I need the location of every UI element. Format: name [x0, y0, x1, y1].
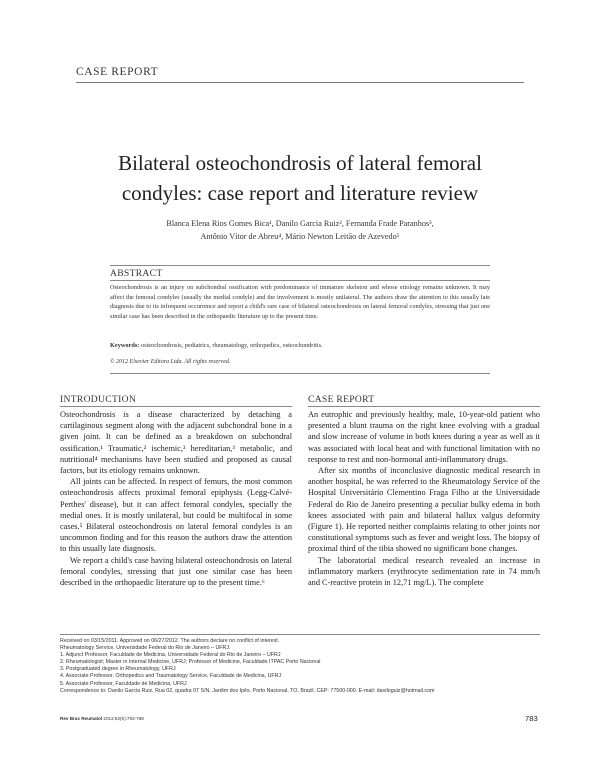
abstract-top-rule	[110, 265, 490, 266]
abstract-heading: ABSTRACT	[110, 268, 163, 279]
section-label: CASE REPORT	[76, 66, 159, 78]
authors-line-1: Blanca Elena Rios Gomes Bica¹, Danilo Garcia Ruiz², Fernanda Frade Paranhos³,	[166, 219, 434, 228]
abstract-heading-rule	[110, 280, 490, 281]
footnote-line: 2. Rheumatologist; Master in Internal Medicine, UFRJ; Professor of Medicine, Faculdade ITPAC Porto Nacional	[60, 659, 321, 666]
footnote-line: 4. Associate Professor, Orthopedics and Traumatology Service, Faculdade de Medicina, UFRJ	[60, 673, 282, 680]
journal-reference: 2012;52(5):783-788	[103, 716, 144, 721]
authors-line-2: Antônio Vítor de Abreu⁴, Mário Newton Leitão de Azevedo⁵	[200, 231, 400, 241]
keywords-line	[110, 341, 490, 350]
author-list	[90, 218, 510, 243]
introduction-paragraph: Osteochondrosis is a disease characterized by detaching a cartilaginous segment along with the adjacent subchondral bone in a given joint. It can be defined as a breakdown on subchondral ossification.¹ Traumatic,² ischemic,³ hereditarian,³ metabolic, and nutritional⁴ mechanisms have been studied and proposed as causal factors, but its etiology remains unknown.	[60, 410, 292, 476]
keywords-label: Keywords:	[110, 342, 140, 349]
introduction-paragraph: We report a child's case having bilateral osteochondrosis on lateral femoral condyles, stressing that just one similar case has been described in the orthopaedic literature up to the present time.⁶	[60, 555, 292, 588]
introduction-paragraph: All joints can be affected. In respect of femurs, the most common osteochondrosis affects proximal femoral epiphysis (Legg-Calvé-Perthes' disease), but it can affect femoral condyles, specially the medial ones. It is mostly unilateral, but could be multifocal in some cases.⁵ Bilateral osteochondrosis on lateral femoral condyles is an uncommon finding and for this reason the authors draw the attention to this usually late diagnosis.	[60, 477, 292, 554]
title-line-1: Bilateral osteochondrosis of lateral femoral	[118, 151, 482, 175]
correspondence-line: Correspondence to: Danilo Garcia Ruiz. Rua 02, quadra 07 S/N, Jardim dos Ipês. Porto Nacional, TO, Brazil. CEP: 77500-000. E-mail: daniloguiz@hotmail.com	[60, 687, 435, 694]
copyright-notice: © 2012 Elsevier Editora Ltda. All rights reserved.	[110, 359, 231, 365]
case-report-paragraph: An eutrophic and previously healthy, male, 10-year-old patient who presented a blunt trauma on the right knee evolving with a gradual and slow increase of volume in both knees during a year as well as it was associated with local heat and with functional limitation with no response to rest and non-hormonal anti-inflammatory drugs.	[308, 410, 540, 464]
journal-name: Rev Bras Reumatol	[60, 716, 103, 721]
introduction-rule	[60, 406, 292, 407]
keywords-text: osteochondrosis, pediatrics, rheumatology, orthopedics, osteochondritis.	[140, 342, 323, 349]
footnote-line: 5. Associate Professor, Faculdade de Medicina, UFRJ	[60, 680, 187, 687]
case-report-paragraph: The laboratorial medical research revealed an increase in inflammatory markers (erythrocyte sedimentation rate in 74 mm/h and C-reactive protein in 12,71 mg/L). The complete	[308, 555, 540, 588]
case-report-paragraph: After six months of inconclusive diagnostic medical research in another hospital, he was referred to the Rheumatology Service of the Hospital Universitário Clementino Fraga Filho at the Universidade Federal do Rio de Janeiro presenting a peculiar bulky edema in both knees associated with pain and bilateral hallux valgus deformity (Figure 1). He reported neither complaints relating to other joints nor constitutional symptoms such as fever and weight loss. The biopsy of proximal third of the tibia showed no significant bone changes.	[308, 466, 540, 554]
footnote-line: 1. Adjunct Professor, Faculdade de Medicina, Universidade Federal do Rio de Janeiro – UFRJ	[60, 652, 281, 659]
footer-rule	[60, 634, 540, 635]
top-rule	[76, 82, 524, 83]
journal-citation	[60, 716, 144, 721]
page-number: 783	[525, 714, 538, 723]
case-report-body	[308, 409, 540, 588]
case-report-heading: CASE REPORT	[308, 394, 375, 405]
title-line-2: condyles: case report and literature review	[121, 181, 479, 205]
article-title	[60, 148, 540, 208]
case-report-rule	[308, 406, 540, 407]
footnote-line: Rheumatology Service, Universidade Federal do Rio de Janeiro – UFRJ.	[60, 645, 231, 652]
introduction-body	[60, 409, 292, 588]
abstract-text: Osteochondrosis is an injury on subchondral ossification with predominance of immature skeleton and whose etiology remains unknown. It may affect the femoral condyles (usually the medial condyle) and the involvement is mostly unilateral. The authors draw the attention to this usually late diagnosis due to its infrequent occurrence and report a child's rare case of bilateral osteochondrosis on lateral femoral condyles, stressing that just one similar case has been described in the orthopaedic literature up to the present time.	[110, 284, 490, 321]
footnote-line: Received on 03/15/2011. Approved on 06/27/2012. The authors declare no conflict of interest.	[60, 638, 280, 644]
footnotes	[60, 638, 540, 695]
abstract-bottom-rule	[110, 373, 490, 374]
introduction-heading: INTRODUCTION	[60, 394, 137, 405]
footnote-line: 3. Postgraduated degree in Rheumatology, UFRJ	[60, 666, 176, 673]
